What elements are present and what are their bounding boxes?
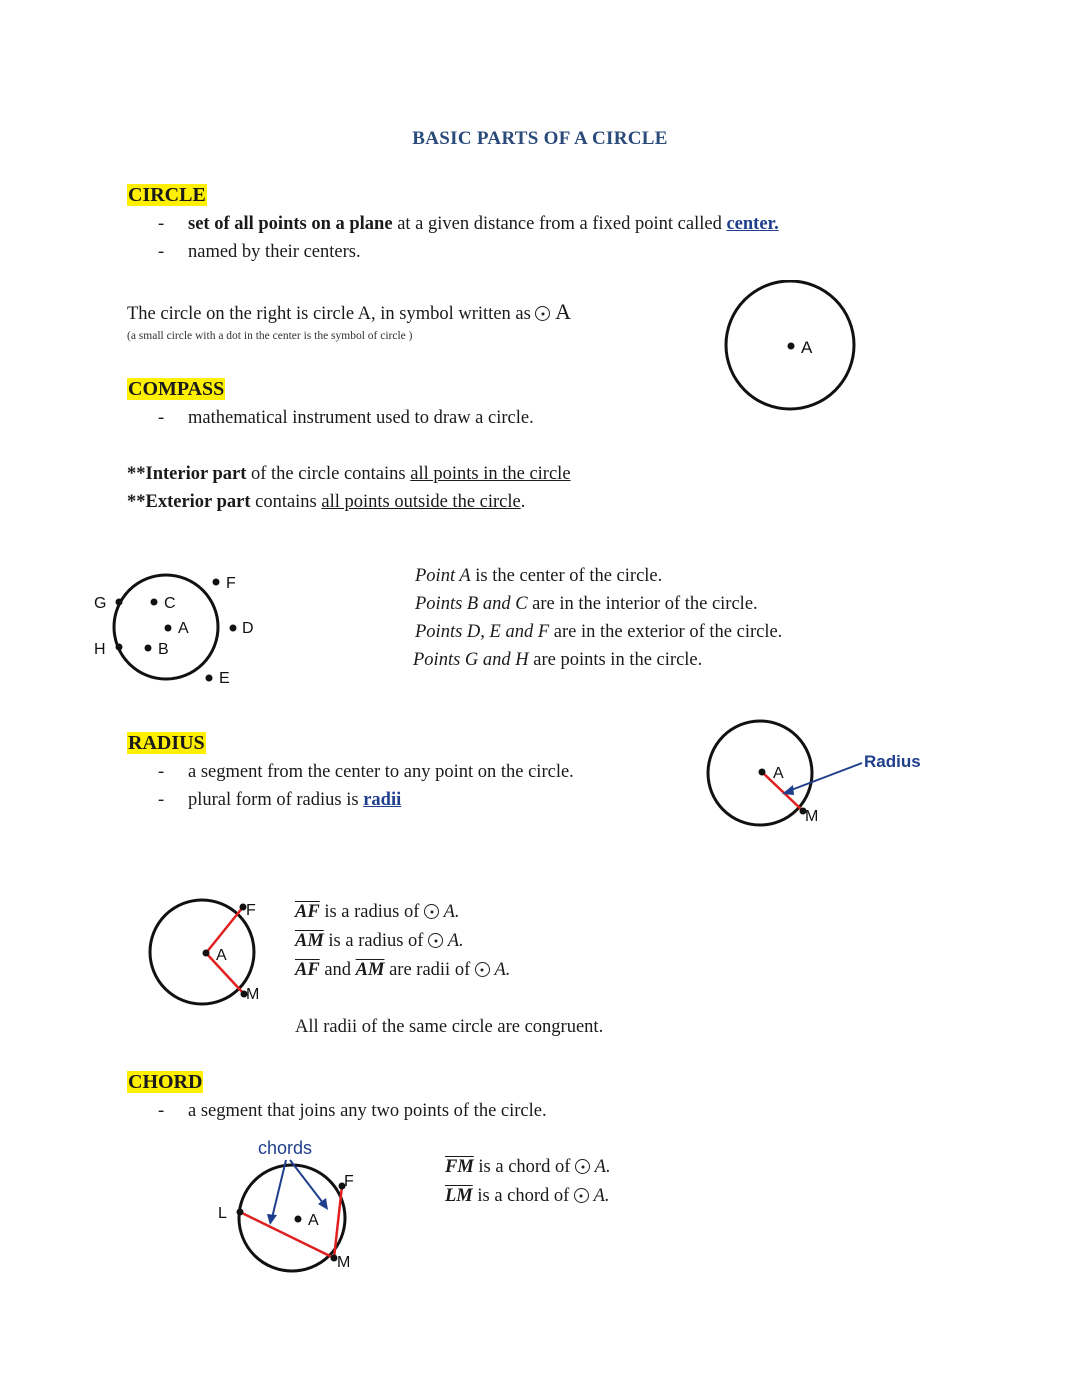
radius-callout: Radius: [864, 752, 921, 771]
label-h: H: [94, 641, 106, 658]
compass-bullet: - mathematical instrument used to draw a circle.: [158, 408, 534, 428]
label-c: C: [164, 595, 176, 612]
symbol-line: The circle on the right is circle A, in symbol written as A: [127, 299, 571, 324]
label-a: A: [801, 338, 813, 357]
chord-figure: [210, 1130, 370, 1275]
circle-symbol-icon: [424, 904, 439, 919]
circle-symbol-icon: [428, 933, 443, 948]
point-statement-3: Points D, E and F are in the exterior of the circle.: [415, 622, 783, 642]
circle-a-figure: [715, 280, 865, 420]
label-a: A: [216, 947, 227, 964]
label-a: A: [773, 765, 784, 782]
label-a: A: [178, 620, 189, 637]
chord-statement-2: $\overline{LM}$ is a chord of A.: [445, 1186, 610, 1206]
radius-figure: [700, 715, 940, 830]
radius-bullet-1: - a segment from the center to any point on the circle.: [158, 762, 574, 782]
label-l: L: [218, 1205, 227, 1222]
circle-symbol-icon: [575, 1159, 590, 1174]
compass-heading: COMPASS: [128, 378, 225, 400]
label-d: D: [242, 620, 254, 637]
radii-link[interactable]: radii: [363, 790, 402, 810]
radius-statement-1: $\overline{AF}$ is a radius of A.: [295, 902, 460, 922]
label-a: A: [308, 1212, 319, 1229]
interior-line: **Interior part of the circle contains all points in the circle: [127, 464, 571, 484]
page-title: BASIC PARTS OF A CIRCLE: [412, 128, 668, 149]
label-f: F: [344, 1173, 354, 1190]
radius-heading: RADIUS: [128, 732, 205, 754]
exterior-line: **Exterior part contains all points outside the circle.: [127, 492, 526, 512]
label-m: M: [246, 986, 260, 1003]
arrow-down-icon: [267, 1214, 277, 1225]
label-m: M: [805, 808, 819, 825]
arrow-head-icon: [782, 785, 794, 795]
congruent-statement: All radii of the same circle are congruent.: [295, 1017, 604, 1037]
radii-figure: [140, 895, 270, 1010]
circle-heading: CIRCLE: [128, 184, 206, 206]
symbol-note: (a small circle with a dot in the center is the symbol of circle ): [127, 330, 413, 342]
circle-symbol-icon: [574, 1188, 589, 1203]
point-statement-1: Point A is the center of the circle.: [415, 566, 663, 586]
label-e: E: [219, 670, 230, 687]
center-link[interactable]: center: [726, 214, 775, 234]
chord-bullet: - a segment that joins any two points of the circle.: [158, 1101, 547, 1121]
label-g: G: [94, 595, 107, 612]
radius-statement-2: $\overline{AM}$ is a radius of A.: [295, 931, 464, 951]
label-b: B: [158, 641, 169, 658]
label-f: F: [226, 575, 236, 592]
circle-symbol-icon: [535, 306, 550, 321]
center-point-a: [788, 343, 795, 350]
circle-bullet-2: - named by their centers.: [158, 242, 361, 262]
chords-label: chords: [258, 1138, 313, 1158]
chord-statement-1: $\overline{FM}$ is a chord of A.: [445, 1157, 611, 1177]
circle-bullet-1: - set of all points on a plane at a given distance from a fixed point called center.: [158, 214, 779, 234]
chord-heading: CHORD: [128, 1071, 203, 1093]
point-statement-4: Points G and H are points in the circle.: [413, 650, 703, 670]
radius-bullet-2: - plural form of radius is radii: [158, 790, 402, 810]
label-m: M: [337, 1254, 351, 1271]
radius-statement-3: $\overline{AF}$ and $\overline{AM}$ are radii of A.: [295, 960, 511, 980]
label-f: F: [246, 902, 256, 919]
points-figure: [88, 565, 268, 695]
circle-symbol-icon: [475, 962, 490, 977]
point-statement-2: Points B and C are in the interior of the circle.: [415, 594, 758, 614]
